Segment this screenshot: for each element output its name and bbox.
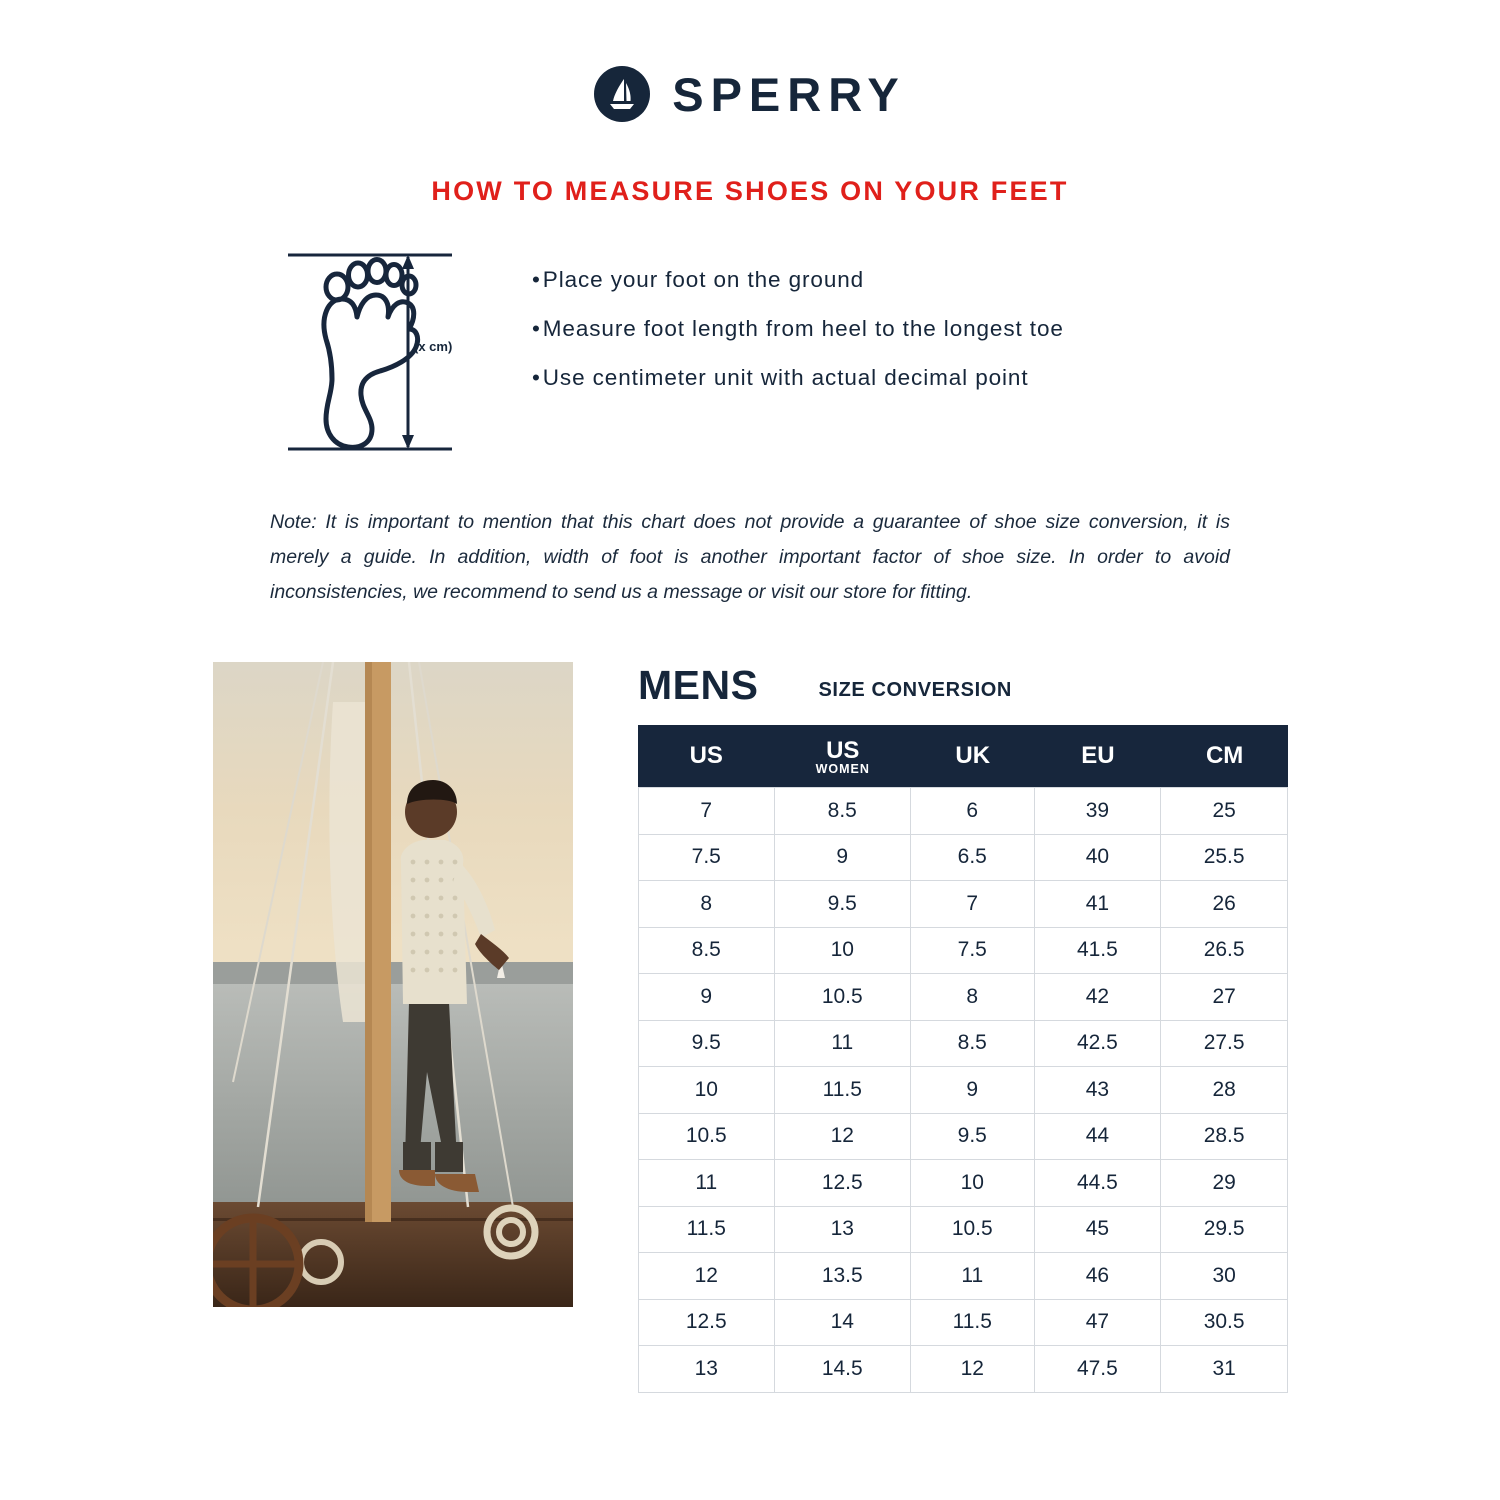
footprint-measure-icon: [280, 247, 480, 457]
bullet-icon: •: [532, 365, 541, 390]
cell-uk: 10.5: [911, 1207, 1035, 1254]
cell-uk: 12: [911, 1346, 1035, 1393]
cell-uk: 11: [911, 1253, 1035, 1300]
instruction-item-3: [532, 365, 1064, 391]
instruction-text-3: Use centimeter unit with actual decimal point: [542, 365, 1029, 390]
column-header-eu-label: EU: [1081, 742, 1115, 769]
cell-us: 9: [638, 974, 775, 1021]
brand-header: [0, 0, 1500, 122]
cell-cm: 26: [1161, 881, 1288, 928]
cell-us-women: 11: [775, 1021, 912, 1068]
bullet-icon: •: [532, 316, 541, 341]
cell-cm: 27: [1161, 974, 1288, 1021]
lifestyle-photo: [213, 662, 573, 1307]
cell-us-women: 14.5: [775, 1346, 912, 1393]
table-row: [638, 1207, 1288, 1254]
cell-us: 13: [638, 1346, 775, 1393]
cell-us: 10: [638, 1067, 775, 1114]
table-row: [638, 1067, 1288, 1114]
table-row: [638, 1300, 1288, 1347]
instruction-item-1: [532, 267, 1064, 293]
lower-section: [0, 662, 1500, 1393]
cell-us-women: 9.5: [775, 881, 912, 928]
cell-us: 9.5: [638, 1021, 775, 1068]
cell-uk: 11.5: [911, 1300, 1035, 1347]
cell-cm: 29.5: [1161, 1207, 1288, 1254]
cell-uk: 8.5: [911, 1021, 1035, 1068]
table-header-row: [638, 725, 1288, 787]
cell-cm: 28.5: [1161, 1114, 1288, 1161]
column-header-uk-label: UK: [955, 742, 991, 769]
cell-us: 11.5: [638, 1207, 775, 1254]
cell-cm: 27.5: [1161, 1021, 1288, 1068]
instruction-list: [532, 267, 1064, 414]
cell-us: 10.5: [638, 1114, 775, 1161]
table-row: [638, 787, 1288, 835]
table-row: [638, 1021, 1288, 1068]
cell-cm: 28: [1161, 1067, 1288, 1114]
cell-uk: 10: [911, 1160, 1035, 1207]
cell-eu: 42.5: [1035, 1021, 1162, 1068]
cell-us-women: 13: [775, 1207, 912, 1254]
cell-us-women: 12: [775, 1114, 912, 1161]
bullet-icon: •: [532, 267, 541, 292]
cell-us: 7.5: [638, 835, 775, 882]
cell-cm: 25: [1161, 787, 1288, 835]
cell-uk: 8: [911, 974, 1035, 1021]
cell-cm: 30: [1161, 1253, 1288, 1300]
column-header-us-women-sub: WOMEN: [815, 761, 870, 776]
table-title: MENS: [638, 662, 759, 708]
cell-eu: 42: [1035, 974, 1162, 1021]
instruction-text-1: Place your foot on the ground: [542, 267, 865, 292]
cell-us: 11: [638, 1160, 775, 1207]
table-subtitle: SIZE CONVERSION: [818, 679, 1012, 701]
cell-us: 7: [638, 787, 775, 835]
column-header-us-women-label: US: [826, 736, 860, 764]
cell-us: 8: [638, 881, 775, 928]
cell-eu: 41: [1035, 881, 1162, 928]
cell-eu: 39: [1035, 787, 1162, 835]
cell-cm: 26.5: [1161, 928, 1288, 975]
cell-eu: 43: [1035, 1067, 1162, 1114]
measure-instructions-section: [0, 247, 1500, 457]
column-header-us: [638, 725, 775, 787]
cell-eu: 47: [1035, 1300, 1162, 1347]
instruction-text-2: Measure foot length from heel to the longest toe: [542, 316, 1064, 341]
table-row: [638, 974, 1288, 1021]
cell-us: 12.5: [638, 1300, 775, 1347]
cell-us-women: 8.5: [775, 787, 912, 835]
table-row: [638, 881, 1288, 928]
column-header-cm-label: CM: [1205, 742, 1244, 769]
cell-eu: 40: [1035, 835, 1162, 882]
cell-uk: 6: [911, 787, 1035, 835]
table-row: [638, 1160, 1288, 1207]
column-header-uk: [911, 725, 1035, 787]
table-row: [638, 1114, 1288, 1161]
sperry-sailboat-icon: [594, 66, 650, 122]
table-row: [638, 835, 1288, 882]
table-heading: [638, 662, 1288, 709]
cell-eu: 47.5: [1035, 1346, 1162, 1393]
cell-uk: 6.5: [911, 835, 1035, 882]
size-table-area: [638, 662, 1288, 1393]
cell-eu: 45: [1035, 1207, 1162, 1254]
cell-us-women: 10.5: [775, 974, 912, 1021]
table-body: [638, 787, 1288, 1393]
cell-us-women: 13.5: [775, 1253, 912, 1300]
cell-uk: 7.5: [911, 928, 1035, 975]
cell-uk: 7: [911, 881, 1035, 928]
cell-us: 8.5: [638, 928, 775, 975]
table-row: [638, 1346, 1288, 1393]
cell-us-women: 14: [775, 1300, 912, 1347]
column-header-us-label: US: [689, 742, 723, 769]
table-row: [638, 1253, 1288, 1300]
cell-cm: 30.5: [1161, 1300, 1288, 1347]
cell-cm: 31: [1161, 1346, 1288, 1393]
cell-us-women: 10: [775, 928, 912, 975]
disclaimer-note: Note: It is important to mention that this chart does not provide a guarantee of shoe size conversion, it is merely a guide. In addition, width of foot is another important factor of shoe size. In order to avoid inconsistencies, we recommend to send us a message or visit our store for fitting.: [270, 511, 1230, 603]
cell-eu: 44: [1035, 1114, 1162, 1161]
cell-cm: 25.5: [1161, 835, 1288, 882]
table-row: [638, 928, 1288, 975]
cell-us: 12: [638, 1253, 775, 1300]
diagram-caption: (x cm): [414, 339, 453, 354]
cell-eu: 41.5: [1035, 928, 1162, 975]
cell-us-women: 9: [775, 835, 912, 882]
page-title: HOW TO MEASURE SHOES ON YOUR FEET: [431, 176, 1069, 206]
cell-eu: 46: [1035, 1253, 1162, 1300]
column-header-us-women: [775, 725, 912, 787]
column-header-cm: [1161, 725, 1288, 787]
cell-eu: 44.5: [1035, 1160, 1162, 1207]
cell-us-women: 12.5: [775, 1160, 912, 1207]
cell-us-women: 11.5: [775, 1067, 912, 1114]
size-conversion-table: [638, 725, 1288, 1393]
cell-uk: 9.5: [911, 1114, 1035, 1161]
cell-uk: 9: [911, 1067, 1035, 1114]
instruction-item-2: [532, 316, 1064, 342]
brand-name: SPERRY: [672, 67, 906, 121]
cell-cm: 29: [1161, 1160, 1288, 1207]
column-header-eu: [1035, 725, 1162, 787]
